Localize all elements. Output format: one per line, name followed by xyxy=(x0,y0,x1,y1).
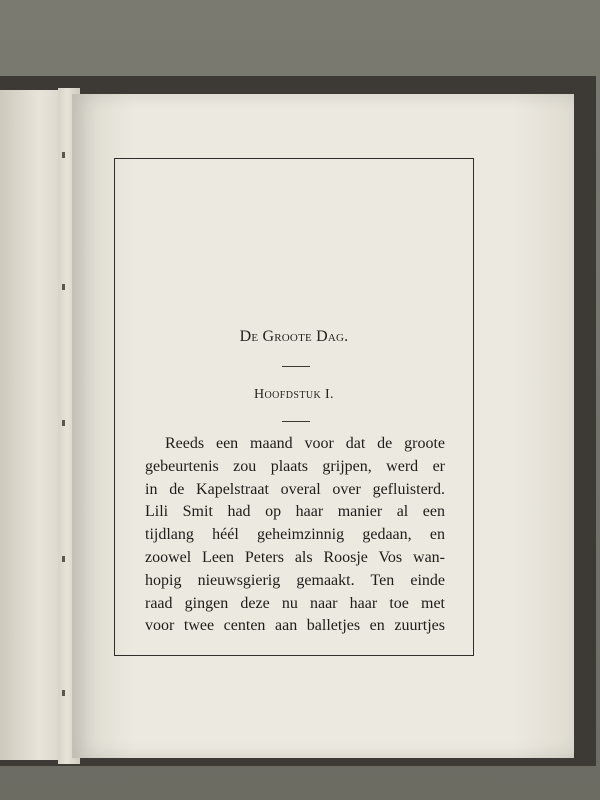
paragraph-line: tijdlang héél geheimzinnig gedaan, en xyxy=(145,526,445,544)
chapter-heading: Hoofdstuk I. xyxy=(254,387,334,402)
heading-divider xyxy=(282,421,310,422)
paragraph-line: voor twee centen aan balletjes en zuurtjes xyxy=(145,617,445,635)
paragraph-line: hopig nieuwsgierig gemaakt. Ten einde xyxy=(145,571,445,589)
paragraph-line: Lili Smit had op haar manier al een xyxy=(145,503,445,521)
paragraph-line: Reeds een maand voor dat de groote xyxy=(165,435,445,452)
binding-stitch xyxy=(62,690,65,696)
chapter-title: De Groote Dag. xyxy=(239,328,349,345)
paragraph-line: gebeurtenis zou plaats grijpen, werd er xyxy=(145,457,445,475)
paragraph-line: zoowel Leen Peters als Roosje Vos wan- xyxy=(145,548,445,566)
binding-stitch xyxy=(62,420,65,426)
binding-stitch xyxy=(62,284,65,290)
paragraph-line: raad gingen deze nu naar haar toe met xyxy=(145,594,445,612)
title-divider xyxy=(282,366,310,367)
chapter-paragraph xyxy=(145,433,445,638)
paragraph-line: in de Kapelstraat overal over gefluisterd. xyxy=(145,480,445,498)
binding-stitch xyxy=(62,152,65,158)
binding-stitch xyxy=(62,556,65,562)
